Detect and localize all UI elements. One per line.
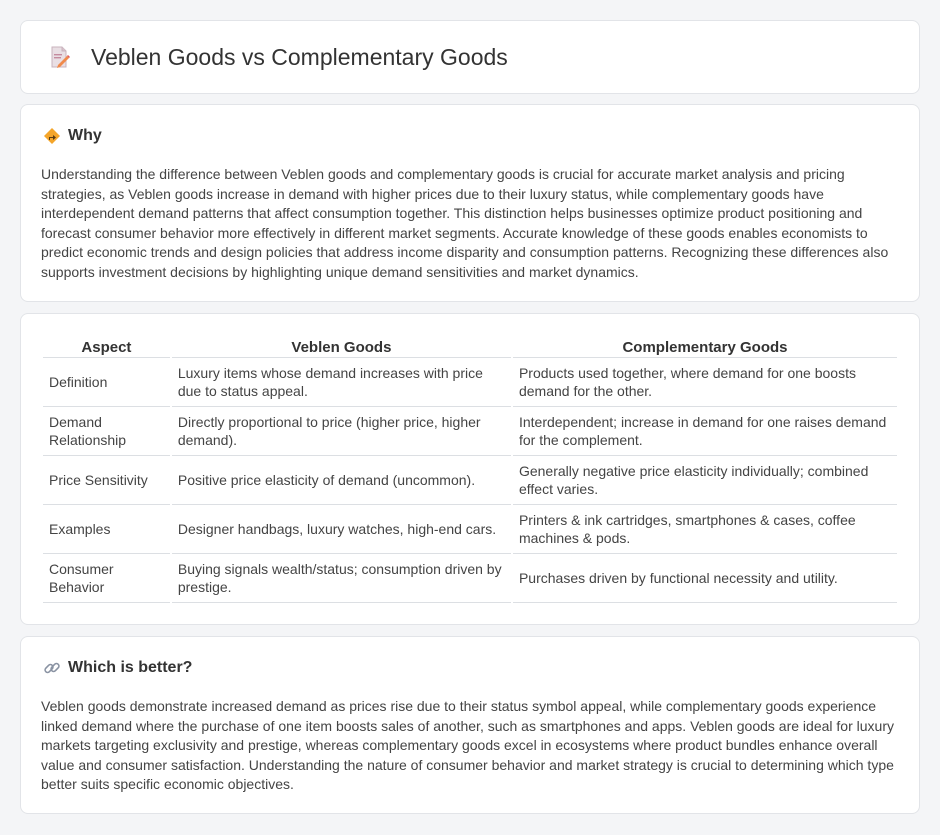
table-row: [43, 358, 897, 407]
table-cell: Definition: [43, 358, 170, 407]
table-row: [43, 456, 897, 505]
table-cell: Printers & ink cartridges, smartphones & cases, coffee machines & pods.: [513, 505, 897, 554]
table-cell: Luxury items whose demand increases with price due to status appeal.: [172, 358, 511, 407]
document-edit-icon: [47, 45, 71, 69]
link-icon: [43, 659, 61, 677]
which-better-heading: Which is better?: [68, 659, 193, 676]
table-row: [43, 505, 897, 554]
which-better-paragraph: Veblen goods demonstrate increased demand as prices rise due to their status symbol appeal, while complementary goods experience linked demand where the purchase of one item boosts sales of another, such as smartphones and apps. Veblen goods are ideal for luxury markets targeting exclusivity and prestige, whereas complementary goods excel in ecosystems where product bundles enhance overall value and consumer satisfaction. Understanding the nature of consumer behavior and market strategy is crucial to determining which type better suits specific economic objectives.: [41, 698, 894, 793]
why-heading: Why: [68, 127, 102, 144]
why-paragraph: Understanding the difference between Veblen goods and complementary goods is crucial for accurate market analysis and pricing strategies, as Veblen goods increase in demand with higher prices due to their luxury status, while complementary goods have interdependent demand patterns that affect consumption together. This distinction helps businesses optimize product positioning and forecast consumer behavior more effectively in different market segments. Accurate knowledge of these goods enables economists to predict economic trends and design policies that address income disparity and consumption patterns. Recognizing these differences also supports investment decisions by highlighting unique demand sensitivities and market dynamics.: [41, 166, 889, 280]
table-row: [43, 554, 897, 603]
diamond-sign-icon: [43, 127, 61, 145]
table-cell: Purchases driven by functional necessity and utility.: [513, 554, 897, 603]
comparison-card: [20, 313, 920, 625]
table-cell: Examples: [43, 505, 170, 554]
table-header-row: [43, 334, 897, 358]
why-section: [20, 104, 920, 302]
column-header-aspect: Aspect: [43, 334, 170, 358]
table-cell: Designer handbags, luxury watches, high-end cars.: [172, 505, 511, 554]
table-cell: Products used together, where demand for one boosts demand for the other.: [513, 358, 897, 407]
comparison-table: [41, 334, 899, 603]
title-card: [20, 20, 920, 94]
column-header-complementary: Complementary Goods: [513, 334, 897, 358]
table-cell: Buying signals wealth/status; consumption driven by prestige.: [172, 554, 511, 603]
column-header-veblen: Veblen Goods: [172, 334, 511, 358]
table-cell: Interdependent; increase in demand for one raises demand for the complement.: [513, 407, 897, 456]
table-cell: Price Sensitivity: [43, 456, 170, 505]
page-title: Veblen Goods vs Complementary Goods: [91, 43, 508, 70]
table-cell: Positive price elasticity of demand (uncommon).: [172, 456, 511, 505]
table-cell: Directly proportional to price (higher price, higher demand).: [172, 407, 511, 456]
table-cell: Demand Relationship: [43, 407, 170, 456]
table-row: [43, 407, 897, 456]
which-better-section: [20, 636, 920, 814]
table-cell: Generally negative price elasticity individually; combined effect varies.: [513, 456, 897, 505]
table-cell: Consumer Behavior: [43, 554, 170, 603]
